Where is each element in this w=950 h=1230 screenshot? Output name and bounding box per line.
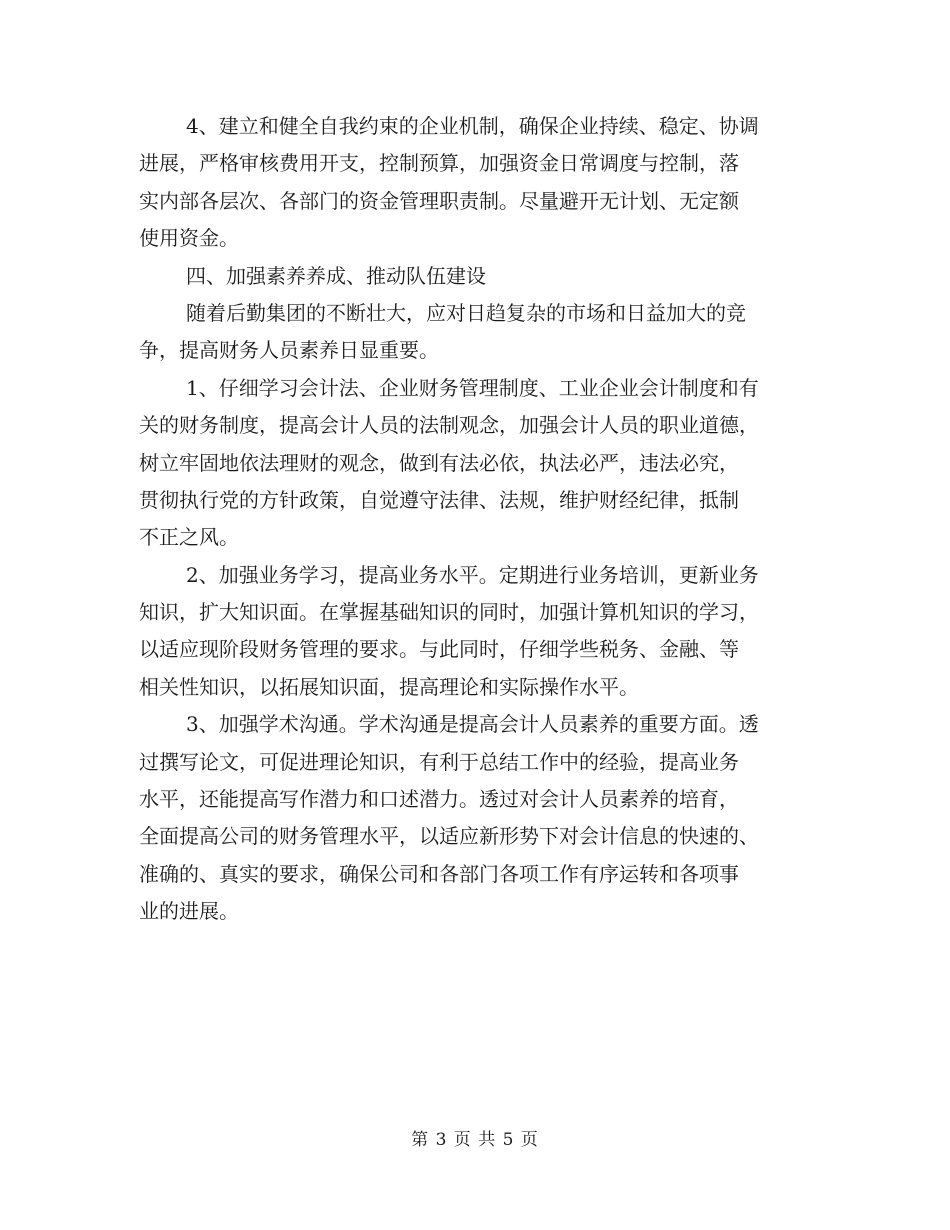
paragraph — [139, 557, 811, 707]
text-line: 水平，还能提高写作潜力和口述潜力。透过对会计人员素养的培育， — [139, 787, 739, 812]
heading-line: 四、加强素养养成、推动队伍建设 — [186, 263, 486, 288]
text-line: 4、建立和健全自我约束的企业机制，确保企业持续、稳定、协调 — [186, 114, 759, 138]
text-line: 相关性知识，以拓展知识面，提高理论和实际操作水平。 — [139, 674, 639, 699]
text-line: 贯彻执行党的方针政策，自觉遵守法律、法规，维护财经纪律，抵制 — [139, 487, 739, 512]
section-heading — [139, 258, 811, 295]
text-line: 实内部各层次、各部门的资金管理职责制。尽量避开无计划、无定额 — [139, 188, 739, 213]
text-line: 3、加强学术沟通。学术沟通是提高会计人员素养的重要方面。透 — [186, 712, 759, 737]
text-line: 使用资金。 — [139, 226, 239, 251]
page-number-footer: 第 3 页 共 5 页 — [411, 1130, 539, 1150]
text-line: 争，提高财务人员素养日显重要。 — [139, 338, 439, 363]
paragraph — [139, 370, 811, 557]
text-line: 随着后勤集团的不断壮大，应对日趋复杂的市场和日益加大的竞 — [186, 300, 746, 325]
text-line: 1、仔细学习会计法、企业财务管理制度、工业企业会计制度和有 — [186, 375, 759, 400]
text-line: 2、加强业务学习，提高业务水平。定期进行业务培训，更新业务 — [186, 562, 759, 587]
text-line: 不正之风。 — [139, 525, 239, 550]
text-line: 准确的、真实的要求，确保公司和各部门各项工作有序运转和各项事 — [139, 861, 739, 886]
text-line: 过撰写论文，可促进理论知识，有利于总结工作中的经验，提高业务 — [139, 749, 739, 774]
paragraph — [139, 706, 811, 930]
text-line: 进展，严格审核费用开支，控制预算，加强资金日常调度与控制，落 — [139, 151, 739, 176]
text-line: 以适应现阶段财务管理的要求。与此同时，仔细学些税务、金融、等 — [139, 637, 739, 662]
text-line: 业的进展。 — [139, 899, 239, 924]
document-body — [139, 108, 811, 931]
text-line: 关的财务制度，提高会计人员的法制观念，加强会计人员的职业道德， — [139, 413, 759, 438]
paragraph — [139, 295, 811, 370]
text-line: 知识，扩大知识面。在掌握基础知识的同时，加强计算机知识的学习， — [139, 600, 759, 625]
text-line: 树立牢固地依法理财的观念，做到有法必依，执法必严，违法必究， — [139, 450, 739, 475]
text-line: 全面提高公司的财务管理水平，以适应新形势下对会计信息的快速的、 — [139, 824, 759, 849]
paragraph — [139, 108, 811, 258]
